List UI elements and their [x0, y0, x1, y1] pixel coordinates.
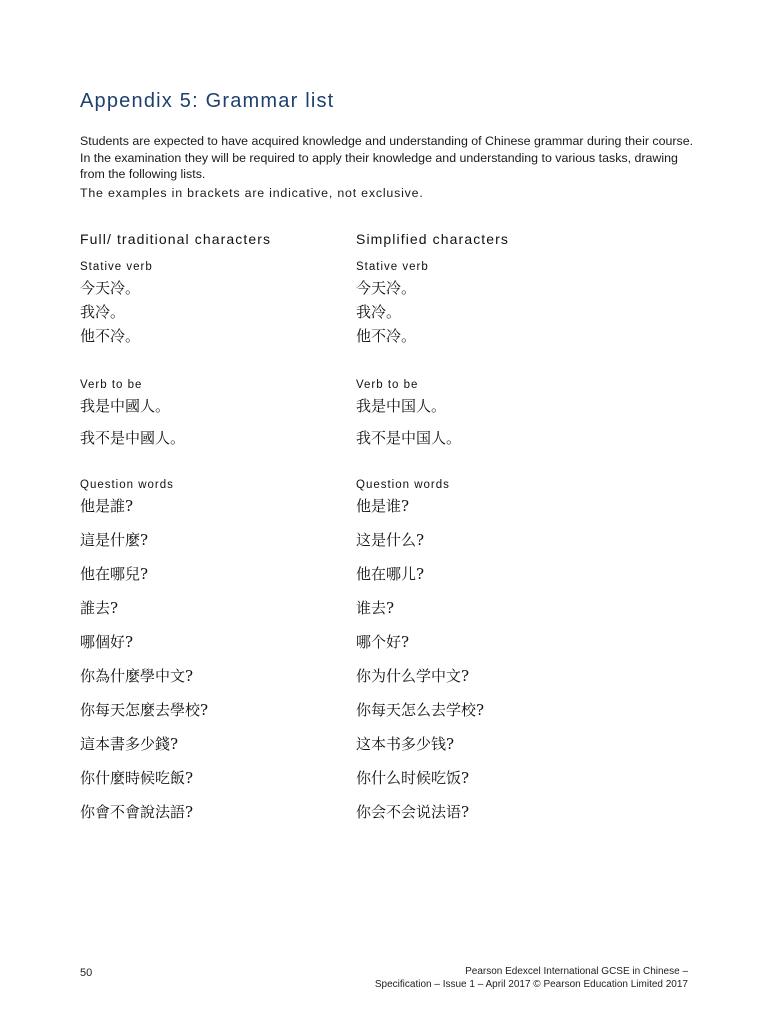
section-label: Stative verb [80, 261, 153, 273]
example-sentence: 这是什么? [356, 531, 425, 549]
example-sentence: 你会不会说法语? [356, 803, 470, 821]
footer-line-1: Pearson Edexcel International GCSE in Chinese – [465, 966, 688, 977]
example-sentence: 你為什麼學中文? [80, 667, 194, 685]
example-sentence: 他不冷。 [356, 327, 417, 345]
example-sentence: 誰去? [80, 599, 119, 617]
simplified-column [356, 231, 636, 834]
section-label: Question words [356, 479, 450, 491]
verb-to-be-section [356, 379, 636, 479]
intro-text [80, 133, 700, 201]
page-title: Appendix 5: Grammar list [80, 90, 335, 112]
section-label: Stative verb [356, 261, 429, 273]
example-sentence: 你什么时候吃饭? [356, 769, 470, 787]
example-sentence: 哪個好? [80, 633, 134, 651]
example-sentence: 谁去? [356, 599, 395, 617]
footer-citation [375, 965, 688, 991]
example-sentence: 他在哪兒? [80, 565, 149, 583]
example-sentence: 哪个好? [356, 633, 410, 651]
intro-note: The examples in brackets are indicative, not exclusive. [80, 185, 424, 200]
example-sentence: 你每天怎麼去學校? [80, 701, 209, 719]
traditional-column [80, 231, 360, 834]
example-sentence: 你會不會說法語? [80, 803, 194, 821]
example-sentence: 我不是中國人。 [80, 429, 186, 447]
example-sentence: 今天冷。 [80, 279, 141, 297]
example-sentence: 他不冷。 [80, 327, 141, 345]
intro-paragraph: Students are expected to have acquired knowledge and understanding of Chinese grammar during their course. In the examination they will be required to apply their knowledge and understanding to various tasks, drawing from the following lists. [80, 134, 694, 181]
example-sentence: 這是什麼? [80, 531, 149, 549]
example-sentence: 他是誰? [80, 497, 134, 515]
example-sentence: 这本书多少钱? [356, 735, 455, 753]
page-number: 50 [80, 967, 93, 979]
example-sentence: 我是中国人。 [356, 397, 447, 415]
question-words-section [80, 479, 360, 834]
example-sentence: 你为什么学中文? [356, 667, 470, 685]
example-sentence: 我不是中国人。 [356, 429, 462, 447]
footer-line-2: Specification – Issue 1 – April 2017 © Pearson Education Limited 2017 [374, 979, 688, 990]
example-sentence: 今天冷。 [356, 279, 417, 297]
example-sentence: 我是中國人。 [80, 397, 171, 415]
section-label: Verb to be [80, 379, 143, 391]
column-heading-traditional: Full/ traditional characters [80, 231, 272, 247]
column-heading-simplified: Simplified characters [356, 231, 510, 247]
stative-verb-section [356, 261, 636, 379]
example-sentence: 你每天怎么去学校? [356, 701, 485, 719]
example-sentence: 我冷。 [80, 303, 126, 321]
example-sentence: 他是谁? [356, 497, 410, 515]
section-label: Question words [80, 479, 174, 491]
example-sentence: 你什麼時候吃飯? [80, 769, 194, 787]
example-sentence: 他在哪儿? [356, 565, 425, 583]
example-sentence: 我冷。 [356, 303, 402, 321]
question-words-section [356, 479, 636, 834]
example-sentence: 這本書多少錢? [80, 735, 179, 753]
verb-to-be-section [80, 379, 360, 479]
stative-verb-section [80, 261, 360, 379]
section-label: Verb to be [356, 379, 419, 391]
